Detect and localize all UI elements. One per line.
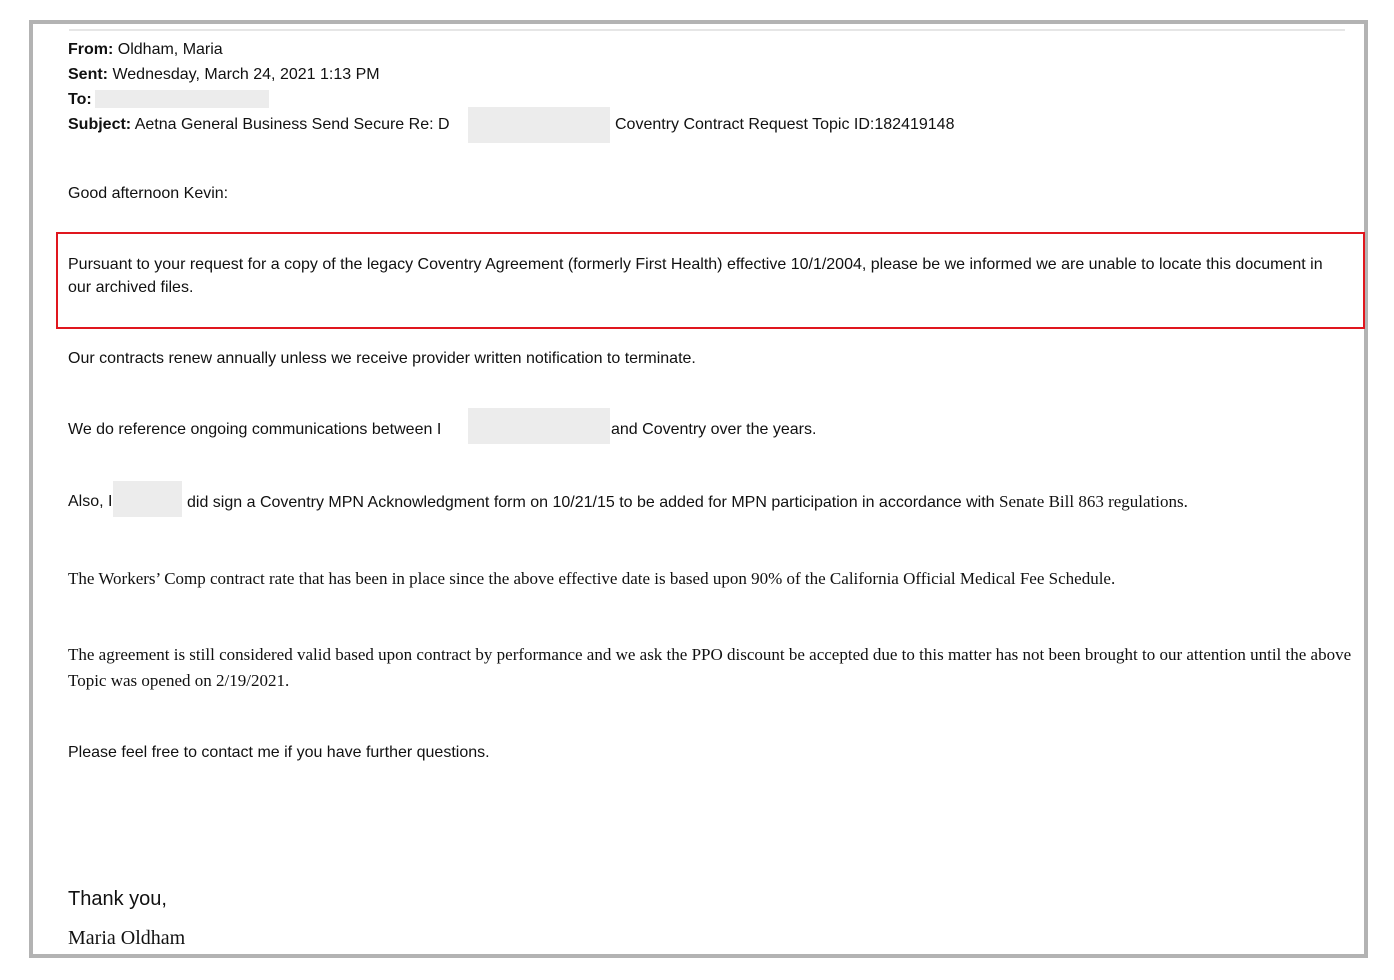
paragraph-mpn-part1: Also, I	[68, 493, 113, 510]
subject-part2: Coventry Contract Request Topic ID:182419148	[615, 116, 955, 133]
paragraph-contracts-renew: Our contracts renew annually unless we receive provider written notification to terminate.	[68, 350, 696, 367]
paragraph3-redaction	[468, 408, 610, 444]
closing-thanks: Thank you,	[68, 888, 167, 910]
greeting: Good afternoon Kevin:	[68, 185, 229, 202]
sent-label: Sent:	[68, 66, 108, 83]
to-redaction	[95, 90, 269, 108]
paragraph-communications-part2: and Coventry over the years.	[611, 421, 817, 438]
subject-label: Subject:	[68, 116, 132, 133]
paragraph-mpn-senate-bill: Senate Bill 863 regulations.	[999, 492, 1188, 511]
paragraph-communications-part1: We do reference ongoing communications between I	[68, 421, 442, 438]
from-line	[68, 40, 223, 59]
signature: Maria Oldham	[68, 927, 186, 949]
from-value: Oldham, Maria	[117, 41, 223, 58]
paragraph-mpn-part2	[187, 490, 1188, 514]
to-line	[68, 90, 92, 109]
email-document	[29, 20, 1368, 958]
paragraph4-redaction	[113, 481, 182, 517]
sent-line	[68, 65, 380, 84]
subject-line	[68, 115, 450, 134]
from-label: From:	[68, 41, 114, 58]
sent-value: Wednesday, March 24, 2021 1:13 PM	[112, 66, 380, 83]
paragraph-unable-to-locate: Pursuant to your request for a copy of the legacy Coventry Agreement (formerly First Health) effective 10/1/2004, please be we informed we are unable to locate this document in our archived files.	[68, 256, 1323, 296]
paragraph-mpn-text: did sign a Coventry MPN Acknowledgment form on 10/21/15 to be added for MPN participation in accordance with	[187, 494, 995, 511]
to-label: To:	[68, 91, 92, 108]
subject-redaction	[468, 107, 610, 143]
subject-part1: Aetna General Business Send Secure Re: D	[134, 116, 450, 133]
paragraph-agreement-valid: The agreement is still considered valid based upon contract by performance and we ask the PPO discount be accepted due to this matter has not been brought to our attention until the above Topic was opened on 2/19/2021.	[68, 645, 1352, 690]
paragraph-contact: Please feel free to contact me if you have further questions.	[68, 744, 490, 761]
top-divider	[69, 29, 1345, 31]
paragraph-workers-comp: The Workers’ Comp contract rate that has been in place since the above effective date is based upon 90% of the California Official Medical Fee Schedule.	[68, 569, 1116, 588]
